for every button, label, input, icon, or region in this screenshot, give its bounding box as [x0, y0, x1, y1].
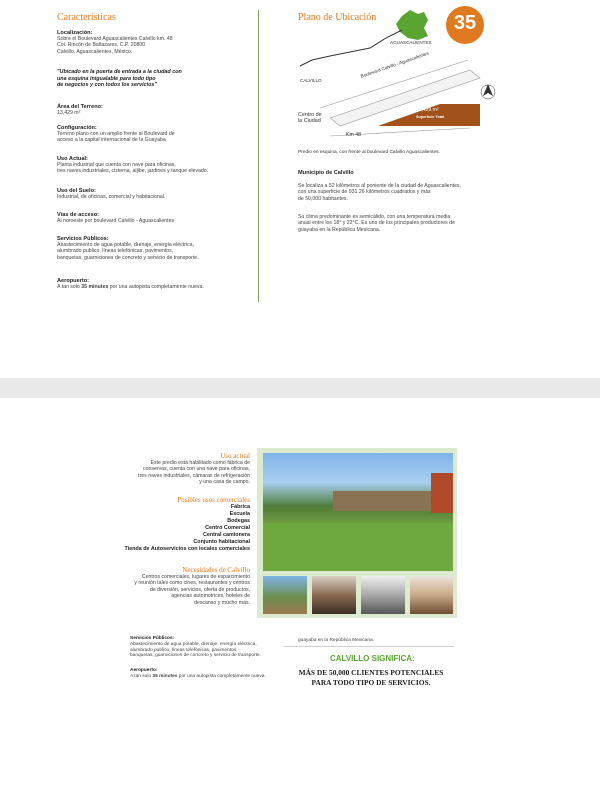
map-area-sub: Superficie Total	[416, 115, 445, 119]
thumbnail-photo-2	[312, 576, 356, 614]
calvillo-title: CALVILLO SIGNIFICA:	[330, 654, 415, 663]
possible-uses-block	[80, 496, 250, 553]
aguascalientes-region-shape	[396, 10, 428, 40]
location-label: Localización:	[57, 30, 93, 36]
quote-line: una esquina inigualable para todo tipo	[57, 75, 156, 82]
brochure-page-1	[0, 0, 600, 378]
possible-use-item: Central camionera	[202, 532, 250, 538]
map-title: Plano de Ubicación	[298, 12, 377, 23]
possible-use-item: Fábrica	[230, 504, 250, 510]
badge-number: 35	[453, 12, 477, 34]
needs-title: Necesidades de Calvillo	[182, 566, 250, 574]
current-use-line: Este predio está habilitado como fábrica de	[150, 460, 250, 466]
muni-line: guayaba en la República Mexicana.	[298, 226, 381, 233]
access-value: Al noroeste por boulevard Calvillo - Aguascalientes	[57, 218, 175, 224]
soil-label: Uso del Suelo:	[57, 188, 96, 194]
brochure-page-2	[0, 398, 600, 811]
needs-line: descanso y mucho más.	[194, 599, 250, 606]
airport-block	[57, 278, 257, 290]
current-use-title: Uso actual	[220, 452, 250, 460]
calvillo-block	[296, 668, 446, 688]
guayaba-line: guayaba en la República Mexicana.	[298, 638, 375, 643]
thumbnail-photo-3	[361, 576, 405, 614]
needs-line: de diversión, servicios, oferta de productos,	[149, 586, 250, 593]
needs-line: Centros comerciales, lugares de esparcimiento	[141, 574, 250, 580]
muni-paragraph-2	[298, 214, 455, 233]
main-property-photo	[263, 453, 453, 571]
services-small-line: banquetas, guarniciones de concreto y servicio de transporte.	[130, 653, 261, 659]
area-value: 13,429 m²	[57, 110, 81, 116]
airport-small-block	[130, 668, 266, 680]
possible-use-item: Bodegas	[227, 518, 250, 524]
possible-use-item: Conjunto habitacional	[193, 539, 250, 545]
current-use-block	[80, 452, 250, 486]
needs-line: agencias automotrices, hoteles de	[171, 593, 250, 600]
area-label: Área del Terreno:	[57, 104, 103, 110]
calvillo-line: MÁS DE 50,000 CLIENTES POTENCIALES	[298, 668, 444, 677]
map-label-boulevard: Boulevard Calvillo - Aguascalientes	[360, 50, 430, 79]
map-label-aguascalientes: AGUASCALIENTES	[390, 40, 432, 45]
airport-small-line: A tan solo 35 minutes por una autopista completamente nueva.	[130, 673, 266, 679]
location-block	[57, 30, 257, 55]
map-label-km: Km 48	[346, 132, 361, 138]
tower-building	[431, 473, 453, 513]
services-small-line: Abastecimiento de agua potable, drenaje, energía eléctrica,	[130, 641, 257, 647]
config-label: Configuración:	[57, 125, 97, 131]
access-block	[57, 212, 257, 224]
route-line	[300, 30, 402, 66]
map-label-centro: Centro de la Ciudad	[298, 112, 322, 125]
needs-block	[80, 566, 250, 606]
airport-label: Aeropuerto:	[57, 278, 90, 284]
soil-block	[57, 188, 257, 200]
use-label: Uso Actual:	[57, 156, 88, 162]
use-line: Planta industrial que cuenta con nave para oficinas,	[57, 162, 176, 168]
quote-line: "Ubicado en la puerta de entrada a la ciudad con	[57, 69, 182, 75]
muni-line: anual entre los 18° y 22°C. Es uno de los principales productores de	[298, 220, 455, 227]
thumbnail-photo-1	[263, 576, 307, 614]
services-small-block	[130, 636, 261, 659]
current-use-line: conservas, cuenta con una nave para oficinas,	[143, 466, 250, 473]
area-block	[57, 104, 257, 116]
page-divider	[258, 10, 259, 302]
location-line: Sobre el Boulevard Aguascalientes Calvillo km. 48	[57, 36, 173, 42]
location-line: Col. Rincón de Baltazares, C.P. 20800	[57, 42, 146, 49]
muni-paragraph-1	[298, 183, 461, 202]
map-label-calvillo: CALVILLO	[300, 78, 322, 83]
muni-line: Se localiza a 52 kilómetros al poniente de la ciudad de Aguascalientes,	[298, 183, 461, 189]
services-block	[57, 236, 257, 261]
config-line: Terreno plano con un amplio frente al Boulevard de	[57, 131, 175, 137]
services-small-label: Servicios Públicos:	[130, 636, 175, 641]
minutes-badge	[446, 6, 484, 44]
current-use-line: tres naves industriales, cámaras de refrigeración	[138, 472, 250, 479]
use-block	[57, 156, 257, 175]
map-area-value: 13,429 m²	[416, 107, 439, 113]
services-label: Servicios Públicos:	[57, 236, 109, 242]
possible-use-item: Centro Comercial	[205, 525, 250, 531]
config-block	[57, 125, 257, 144]
airport-line: A tan solo 35 minutes por una autopista completamente nueva.	[57, 284, 204, 290]
airport-small-label: Aeropuerto:	[130, 668, 158, 673]
map-caption: Predio en esquina, con frente al boulevard Calvillo Aguascalientes.	[298, 150, 440, 155]
features-title: Características	[57, 12, 116, 23]
services-line: alumbrado publico, líneas telefónicas, pavimentos,	[57, 248, 174, 255]
soil-value: Industrial, de oficinas, comercial y habitacional.	[57, 194, 166, 200]
muni-line: Su clima predominante es semicálido, con una temperatura media	[298, 214, 451, 220]
muni-title: Municipio de Calvillo	[298, 170, 354, 176]
possible-use-item: Escuela	[229, 511, 250, 517]
services-line: banquetas, guarniciones de concreto y servicio de transporte.	[57, 254, 199, 261]
possible-use-item: Tienda de Autoservicios con locales comerciales	[124, 546, 250, 552]
current-use-line: y una casa de campo.	[199, 479, 250, 486]
section-divider	[284, 646, 454, 647]
muni-line: de 50,000 habitantes.	[298, 195, 348, 202]
lawn	[263, 523, 453, 571]
possible-uses-title: Posibles usos comerciales	[177, 496, 250, 504]
muni-line: con una superficie de 931.26 kilómetros cuadrados y más	[298, 189, 431, 196]
services-line: Abastecimiento de agua potable, drenaje, energía eléctrica,	[57, 242, 194, 248]
use-line: tres naves industriales, cisterna, aljibe, jardines y tanque elevado.	[57, 168, 209, 175]
thumbnail-photo-4	[410, 576, 453, 614]
config-line: acceso a la capital internacional de la Guayaba	[57, 137, 166, 144]
needs-line: y reunión tales como cines, restaurantes y centros	[134, 580, 250, 587]
location-line: Calvillo, Aguascalientes, México.	[57, 48, 133, 55]
access-label: Vías de acceso:	[57, 212, 99, 218]
calvillo-line: PARA TODO TIPO DE SERVICIOS.	[311, 678, 431, 687]
services-small-line: alumbrado publico, líneas telefónicas, pavimentos,	[130, 647, 238, 653]
quote-line: de negocios y con todos los servicios"	[57, 82, 157, 89]
quote-block	[57, 69, 257, 89]
